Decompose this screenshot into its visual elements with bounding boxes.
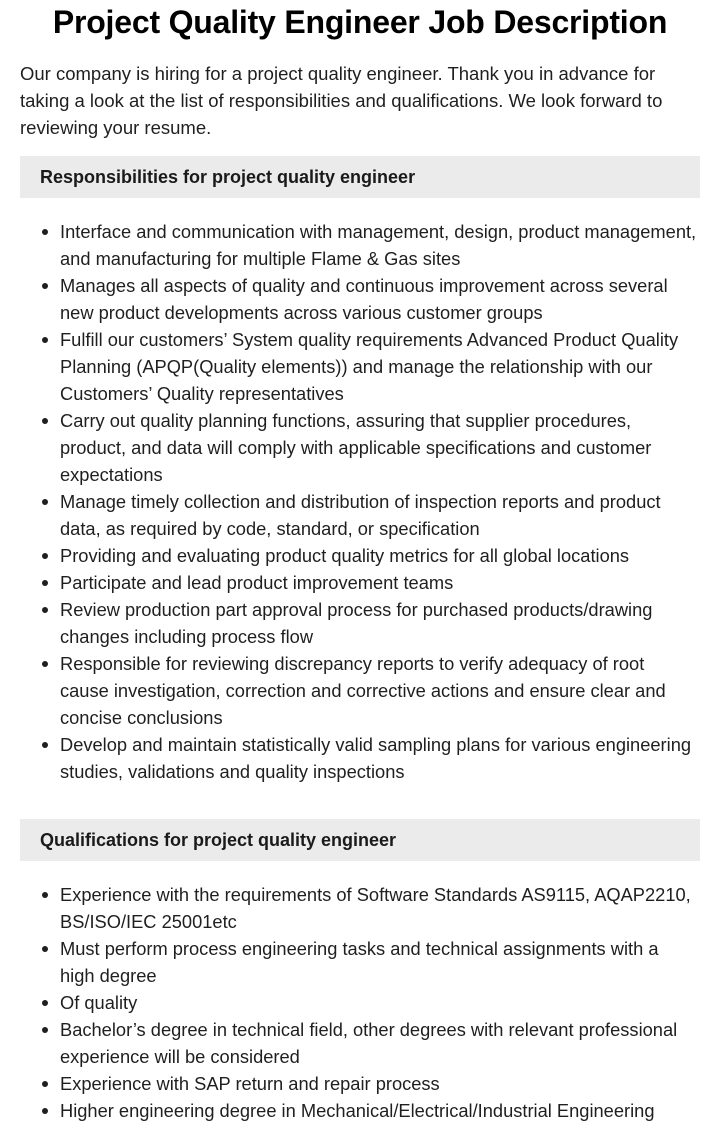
list-item: Manage timely collection and distribution of inspection reports and product data, as required by code, standard, or specification	[60, 488, 700, 542]
list-item: Manages all aspects of quality and continuous improvement across several new product developments across various customer groups	[60, 272, 700, 326]
responsibilities-list	[20, 218, 700, 785]
list-item: Fulfill our customers’ System quality requirements Advanced Product Quality Planning (APQP(Quality elements)) and manage the relationship with our Customers’ Quality representatives	[60, 326, 700, 407]
section-spacer	[20, 785, 700, 804]
list-item: Interface and communication with management, design, product management, and manufacturing for multiple Flame & Gas sites	[60, 218, 700, 272]
list-item: Review production part approval process for purchased products/drawing changes including process flow	[60, 596, 700, 650]
list-item: Higher engineering degree in Mechanical/Electrical/Industrial Engineering	[60, 1097, 700, 1124]
page-title: Project Quality Engineer Job Description	[52, 4, 668, 40]
list-item: Responsible for reviewing discrepancy reports to verify adequacy of root cause investigation, correction and corrective actions and ensure clear and concise conclusions	[60, 650, 700, 731]
list-item: Of quality	[60, 989, 700, 1016]
list-item: Bachelor’s degree in technical field, other degrees with relevant professional experience will be considered	[60, 1016, 700, 1070]
qualifications-list	[20, 881, 700, 1124]
list-item: Providing and evaluating product quality metrics for all global locations	[60, 542, 700, 569]
list-item: Experience with the requirements of Software Standards AS9115, AQAP2210, BS/ISO/IEC 25001etc	[60, 881, 700, 935]
qualifications-heading: Qualifications for project quality engineer	[20, 819, 700, 861]
list-item: Must perform process engineering tasks and technical assignments with a high degree	[60, 935, 700, 989]
list-item: Experience with SAP return and repair process	[60, 1070, 700, 1097]
list-item: Participate and lead product improvement teams	[60, 569, 700, 596]
intro-paragraph: Our company is hiring for a project quality engineer. Thank you in advance for taking a look at the list of responsibilities and qualifications. We look forward to reviewing your resume.	[20, 63, 663, 138]
list-item: Develop and maintain statistically valid sampling plans for various engineering studies, validations and quality inspections	[60, 731, 700, 785]
responsibilities-heading: Responsibilities for project quality engineer	[20, 156, 700, 198]
list-item: Carry out quality planning functions, assuring that supplier procedures, product, and data will comply with applicable specifications and customer expectations	[60, 407, 700, 488]
